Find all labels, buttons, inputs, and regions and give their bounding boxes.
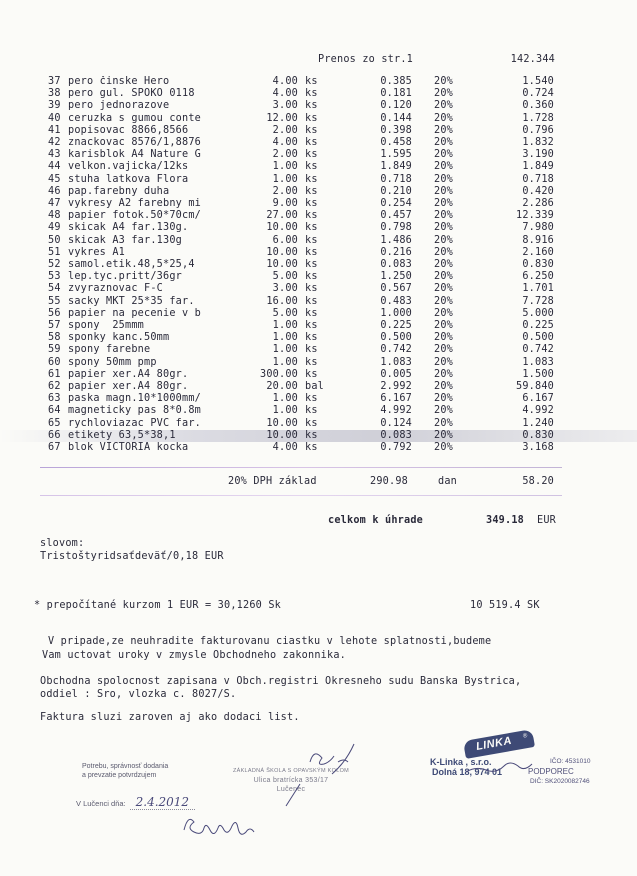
item-quantity: 10.00: [266, 246, 298, 258]
item-vat-rate: 20%: [434, 234, 454, 246]
item-unit: ks: [305, 198, 318, 209]
item-quantity: 5.00: [272, 271, 298, 283]
table-row: [0, 405, 637, 417]
table-row: [0, 369, 637, 381]
item-quantity: 1.00: [272, 344, 298, 356]
supplier-name: K-Linka , s.r.o.: [430, 757, 492, 767]
item-unit: ks: [305, 295, 318, 307]
item-total: 0.724: [522, 88, 554, 100]
item-unit: ks: [305, 76, 318, 87]
item-name: spony 25mmm: [68, 320, 145, 331]
item-total: 59.840: [515, 381, 554, 392]
item-total: 8.916: [522, 234, 554, 246]
item-vat-rate: 20%: [434, 429, 454, 441]
item-vat-rate: 20%: [434, 332, 454, 344]
item-unit-price: 0.567: [380, 283, 412, 295]
item-unit-price: 6.167: [380, 393, 412, 405]
item-unit-price: 0.005: [380, 368, 412, 380]
item-total: 0.360: [522, 100, 554, 112]
table-row: [0, 381, 637, 393]
receipt-stamp-line: Potrebu, správnosť dodania: [82, 763, 169, 770]
item-name: pero činske Hero: [68, 76, 170, 87]
item-quantity: 300.00: [259, 368, 298, 380]
table-row: [0, 259, 637, 271]
item-quantity: 1.00: [272, 332, 298, 344]
item-quantity: 1.00: [272, 173, 298, 185]
item-quantity: 10.00: [266, 222, 298, 234]
item-name: vykres A1: [68, 246, 126, 258]
item-name: pap.farebny duha: [68, 185, 170, 197]
item-number: 38: [48, 88, 61, 100]
item-total: 0.796: [522, 124, 554, 136]
item-number: 42: [48, 137, 61, 148]
item-unit: ks: [305, 368, 318, 380]
item-unit: ks: [305, 393, 318, 405]
item-quantity: 4.00: [272, 88, 298, 100]
item-unit: ks: [305, 259, 318, 270]
conversion-label: * prepočítané kurzom 1 EUR = 30,1260 Sk: [34, 600, 282, 611]
item-vat-rate: 20%: [434, 112, 454, 124]
item-vat-rate: 20%: [434, 76, 454, 87]
item-unit-price: 0.398: [380, 124, 412, 136]
item-quantity: 4.00: [272, 76, 298, 87]
table-row: [0, 161, 637, 173]
item-number: 48: [48, 210, 61, 222]
item-total: 6.250: [522, 271, 554, 283]
receipt-stamp-line: a prevzatie potvrdzujem: [82, 772, 157, 779]
item-unit-price: 0.458: [380, 137, 412, 148]
signature-bottom: [184, 819, 254, 834]
item-name: rychloviazac PVC far.: [68, 417, 202, 429]
item-number: 61: [48, 368, 61, 380]
item-name: znackovac 8576/1,8876: [68, 137, 202, 148]
item-unit: ks: [305, 332, 318, 344]
table-row: [0, 247, 637, 259]
item-total: 0.830: [522, 429, 554, 441]
item-unit: ks: [305, 246, 318, 258]
item-vat-rate: 20%: [434, 161, 454, 173]
item-unit-price: 0.083: [380, 429, 412, 441]
item-unit-price: 1.486: [380, 234, 412, 246]
vat-label: 20% DPH základ: [228, 476, 317, 487]
item-number: 43: [48, 149, 61, 161]
item-vat-rate: 20%: [434, 210, 454, 222]
item-number: 44: [48, 161, 61, 173]
item-unit-price: 0.718: [380, 173, 412, 185]
item-unit: ks: [305, 283, 318, 295]
separator-line: [40, 495, 562, 496]
item-total: 0.830: [522, 259, 554, 270]
item-quantity: 4.00: [272, 137, 298, 148]
item-quantity: 10.00: [266, 259, 298, 270]
item-name: papier fotok.50*70cm/: [68, 210, 202, 222]
table-row: [0, 296, 637, 308]
item-number: 60: [48, 356, 61, 368]
item-name: paska magn.10*1000mm/: [68, 393, 202, 405]
item-number: 49: [48, 222, 61, 234]
table-row: [0, 332, 637, 344]
item-vat-rate: 20%: [434, 137, 454, 148]
table-row: [0, 137, 637, 149]
item-total: 0.225: [522, 320, 554, 331]
item-number: 39: [48, 100, 61, 112]
item-unit-price: 0.083: [380, 259, 412, 270]
supplier-logo-text: LINKA: [475, 734, 513, 753]
item-vat-rate: 20%: [434, 417, 454, 429]
item-unit: ks: [305, 417, 318, 429]
item-vat-rate: 20%: [434, 271, 454, 283]
item-unit-price: 0.181: [380, 88, 412, 100]
supplier-ids: [508, 757, 618, 787]
registered-mark: ®: [522, 732, 528, 740]
item-vat-rate: 20%: [434, 320, 454, 331]
item-total: 1.540: [522, 76, 554, 87]
item-name: popisovac 8866,8566: [68, 124, 189, 136]
item-vat-rate: 20%: [434, 283, 454, 295]
registry-note: Obchodna spolocnost zapisana v Obch.registri Okresneho sudu Banska Bystrica,: [40, 676, 522, 687]
item-vat-rate: 20%: [434, 124, 454, 136]
item-number: 40: [48, 112, 61, 124]
carry-over-label: Prenos zo str.1: [318, 54, 414, 65]
item-quantity: 16.00: [266, 295, 298, 307]
table-row: [0, 125, 637, 137]
item-number: 41: [48, 124, 61, 136]
supplier-address: Dolná 18, 974 01: [432, 767, 503, 777]
school-stamp: [228, 767, 354, 794]
item-unit: ks: [305, 149, 318, 161]
item-unit: ks: [305, 405, 318, 417]
item-total: 12.339: [515, 210, 554, 222]
item-vat-rate: 20%: [434, 88, 454, 100]
item-unit-price: 0.792: [380, 442, 412, 453]
table-row: [0, 210, 637, 222]
item-unit: ks: [305, 210, 318, 222]
item-number: 65: [48, 417, 61, 429]
item-quantity: 6.00: [272, 234, 298, 246]
item-unit-price: 0.144: [380, 112, 412, 124]
registry-note: oddiel : Sro, vlozka c. 8027/S.: [40, 689, 237, 700]
item-vat-rate: 20%: [434, 259, 454, 270]
item-unit: ks: [305, 271, 318, 283]
item-name: spony farebne: [68, 344, 151, 356]
item-unit: ks: [305, 173, 318, 185]
item-name: etikety 63,5*38,1: [68, 429, 176, 441]
item-vat-rate: 20%: [434, 100, 454, 112]
late-payment-note: V pripade,ze neuhradite fakturovanu ciastku v lehote splatnosti,budeme: [48, 636, 492, 647]
item-vat-rate: 20%: [434, 381, 454, 392]
table-row: [0, 113, 637, 125]
item-quantity: 5.00: [272, 307, 298, 319]
item-number: 52: [48, 259, 61, 270]
school-stamp-line: Ulica bratrícka 353/17: [253, 777, 329, 784]
item-unit: ks: [305, 234, 318, 246]
item-vat-rate: 20%: [434, 368, 454, 380]
item-number: 51: [48, 246, 61, 258]
item-unit: ks: [305, 222, 318, 234]
vat-tax-label: dan: [438, 476, 458, 487]
item-quantity: 1.00: [272, 356, 298, 368]
item-quantity: 20.00: [266, 381, 298, 392]
item-quantity: 10.00: [266, 417, 298, 429]
item-total: 1.728: [522, 112, 554, 124]
item-name: papier na pecenie v b: [68, 307, 202, 319]
grand-total-label: celkom k úhrade: [328, 515, 424, 526]
item-name: blok VICTORIA kocka: [68, 442, 189, 453]
item-unit-price: 0.457: [380, 210, 412, 222]
item-number: 64: [48, 405, 61, 417]
table-row: [0, 357, 637, 369]
table-row: [0, 320, 637, 332]
item-vat-rate: 20%: [434, 393, 454, 405]
item-name: pero jednorazove: [68, 100, 170, 112]
carry-over-value: 142.344: [510, 54, 555, 65]
item-total: 0.420: [522, 185, 554, 197]
item-unit: ks: [305, 161, 318, 173]
item-number: 59: [48, 344, 61, 356]
item-unit: ks: [305, 124, 318, 136]
item-unit-price: 0.210: [380, 185, 412, 197]
table-row: [0, 308, 637, 320]
item-quantity: 3.00: [272, 283, 298, 295]
item-unit: ks: [305, 344, 318, 356]
item-quantity: 1.00: [272, 320, 298, 331]
item-vat-rate: 20%: [434, 295, 454, 307]
item-unit-price: 0.385: [380, 76, 412, 87]
table-row: [0, 76, 637, 88]
item-unit-price: 1.250: [380, 271, 412, 283]
receipt-date: [76, 795, 195, 809]
item-name: papier xer.A4 80gr.: [68, 368, 189, 380]
item-quantity: 4.00: [272, 442, 298, 453]
in-words-value: Tristoštyridsaťdeväť/0,18 EUR: [40, 551, 224, 562]
item-name: skicak A4 far.130g.: [68, 222, 189, 234]
item-vat-rate: 20%: [434, 344, 454, 356]
item-unit: ks: [305, 307, 318, 319]
item-name: ceruzka s gumou conte: [68, 112, 202, 124]
item-quantity: 12.00: [266, 112, 298, 124]
item-name: sponky kanc.50mm: [68, 332, 170, 344]
grand-total-value: 349.18: [486, 515, 525, 526]
item-vat-rate: 20%: [434, 222, 454, 234]
supplier-dic: DIČ: SK2020082746: [530, 778, 590, 785]
item-vat-rate: 20%: [434, 246, 454, 258]
table-row: [0, 235, 637, 247]
item-unit-price: 1.000: [380, 307, 412, 319]
separator-line: [40, 467, 562, 468]
supplier-stamp: [430, 732, 591, 785]
item-number: 67: [48, 442, 61, 453]
receipt-date-label: V Lučenci dňa:: [76, 799, 126, 808]
item-unit: ks: [305, 320, 318, 331]
item-total: 1.849: [522, 161, 554, 173]
table-row: [0, 88, 637, 100]
item-unit-price: 0.254: [380, 198, 412, 209]
item-number: 54: [48, 283, 61, 295]
item-total: 1.500: [522, 368, 554, 380]
item-unit-price: 4.992: [380, 405, 412, 417]
item-total: 5.000: [522, 307, 554, 319]
item-number: 66: [48, 429, 61, 441]
in-words-label: slovom:: [40, 538, 85, 549]
item-name: samol.etik.48,5*25,4: [68, 259, 195, 270]
item-number: 63: [48, 393, 61, 405]
item-unit: ks: [305, 356, 318, 368]
item-unit-price: 0.500: [380, 332, 412, 344]
item-total: 1.701: [522, 283, 554, 295]
item-total: 1.083: [522, 356, 554, 368]
item-vat-rate: 20%: [434, 149, 454, 161]
item-unit: bal: [305, 381, 325, 392]
table-row: [0, 393, 637, 405]
item-name: stuha latkova Flora: [68, 173, 189, 185]
item-quantity: 27.00: [266, 210, 298, 222]
table-row: [0, 174, 637, 186]
delivery-note: Faktura sluzi zaroven aj ako dodaci list.: [40, 712, 300, 723]
item-name: spony 50mm pmp: [68, 356, 157, 368]
vat-base: 290.98: [369, 476, 408, 487]
table-row: [0, 442, 637, 454]
item-total: 0.500: [522, 332, 554, 344]
item-total: 6.167: [522, 393, 554, 405]
item-number: 57: [48, 320, 61, 331]
item-total: 0.718: [522, 173, 554, 185]
item-total: 7.728: [522, 295, 554, 307]
item-vat-rate: 20%: [434, 405, 454, 417]
item-total: 2.286: [522, 198, 554, 209]
receipt-date-value: 2.4.2012: [130, 795, 195, 810]
table-row: [0, 283, 637, 295]
table-row: [0, 271, 637, 283]
item-number: 53: [48, 271, 61, 283]
item-unit-price: 2.992: [380, 381, 412, 392]
item-total: 4.992: [522, 405, 554, 417]
supplier-logo: [463, 729, 535, 759]
item-name: skicak A3 far.130g: [68, 234, 183, 246]
item-unit-price: 0.798: [380, 222, 412, 234]
item-unit: ks: [305, 429, 318, 441]
item-total: 7.980: [522, 222, 554, 234]
item-number: 56: [48, 307, 61, 319]
table-row: [0, 344, 637, 356]
item-total: 3.190: [522, 149, 554, 161]
item-number: 58: [48, 332, 61, 344]
item-name: karisblok A4 Nature G: [68, 149, 202, 161]
item-name: sacky MKT 25*35 far.: [68, 295, 195, 307]
table-row: [0, 100, 637, 112]
conversion-value: 10 519.4 SK: [470, 600, 540, 611]
table-row: [0, 186, 637, 198]
item-unit: ks: [305, 137, 318, 148]
item-name: vykresy A2 farebny mi: [68, 198, 202, 209]
item-name: magneticky pas 8*0.8m: [68, 405, 202, 417]
item-unit: ks: [305, 442, 318, 453]
item-name: lep.tyc.pritt/36gr: [68, 271, 183, 283]
item-unit-price: 0.225: [380, 320, 412, 331]
item-vat-rate: 20%: [434, 307, 454, 319]
item-total: 2.160: [522, 246, 554, 258]
item-quantity: 10.00: [266, 429, 298, 441]
item-unit-price: 1.595: [380, 149, 412, 161]
item-number: 47: [48, 198, 61, 209]
supplier-ico: IČO: 4531010: [550, 758, 591, 765]
item-quantity: 9.00: [272, 198, 298, 209]
school-stamp-line: ZÁKLADNÁ ŠKOLA S OPAVSKÝM KOLOM: [232, 768, 350, 774]
item-vat-rate: 20%: [434, 198, 454, 209]
item-vat-rate: 20%: [434, 185, 454, 197]
item-name: zvyraznovac F-C: [68, 283, 164, 295]
item-quantity: 1.00: [272, 393, 298, 405]
item-total: 3.168: [522, 442, 554, 453]
table-row: [0, 222, 637, 234]
item-unit-price: 0.216: [380, 246, 412, 258]
vat-tax-amount: 58.20: [522, 476, 554, 487]
item-total: 0.742: [522, 344, 554, 356]
item-unit-price: 1.083: [380, 356, 412, 368]
item-quantity: 2.00: [272, 124, 298, 136]
item-number: 62: [48, 381, 61, 392]
table-row: [0, 198, 637, 210]
late-payment-note: Vam uctovat uroky v zmysle Obchodneho zakonnika.: [42, 650, 347, 661]
item-unit-price: 1.849: [380, 161, 412, 173]
receipt-stamp: [82, 762, 168, 780]
item-unit-price: 0.483: [380, 295, 412, 307]
item-unit: ks: [305, 112, 318, 124]
item-total: 1.832: [522, 137, 554, 148]
item-unit-price: 0.742: [380, 344, 412, 356]
item-unit-price: 0.124: [380, 417, 412, 429]
grand-total-currency: EUR: [537, 515, 557, 526]
item-unit: ks: [305, 185, 318, 197]
item-quantity: 2.00: [272, 185, 298, 197]
item-quantity: 1.00: [272, 161, 298, 173]
item-quantity: 2.00: [272, 149, 298, 161]
item-vat-rate: 20%: [434, 173, 454, 185]
item-unit: ks: [305, 88, 318, 100]
school-stamp-line: Lučenec: [276, 786, 306, 793]
item-total: 1.240: [522, 417, 554, 429]
supplier-podporec: PODPOREC: [528, 767, 574, 776]
item-name: velkon.vajicka/12ks: [68, 161, 189, 173]
item-number: 46: [48, 185, 61, 197]
item-name: pero gul. SPOKO 0118: [68, 88, 195, 100]
item-number: 37: [48, 76, 61, 87]
item-quantity: 1.00: [272, 405, 298, 417]
item-name: papier xer.A4 80gr.: [68, 381, 189, 392]
item-unit: ks: [305, 100, 318, 112]
table-row: [0, 418, 637, 430]
item-unit-price: 0.120: [380, 100, 412, 112]
item-vat-rate: 20%: [434, 356, 454, 368]
item-quantity: 3.00: [272, 100, 298, 112]
item-number: 45: [48, 173, 61, 185]
table-row: [0, 149, 637, 161]
table-row: [0, 430, 637, 442]
item-vat-rate: 20%: [434, 442, 454, 453]
item-number: 55: [48, 295, 61, 307]
item-number: 50: [48, 234, 61, 246]
